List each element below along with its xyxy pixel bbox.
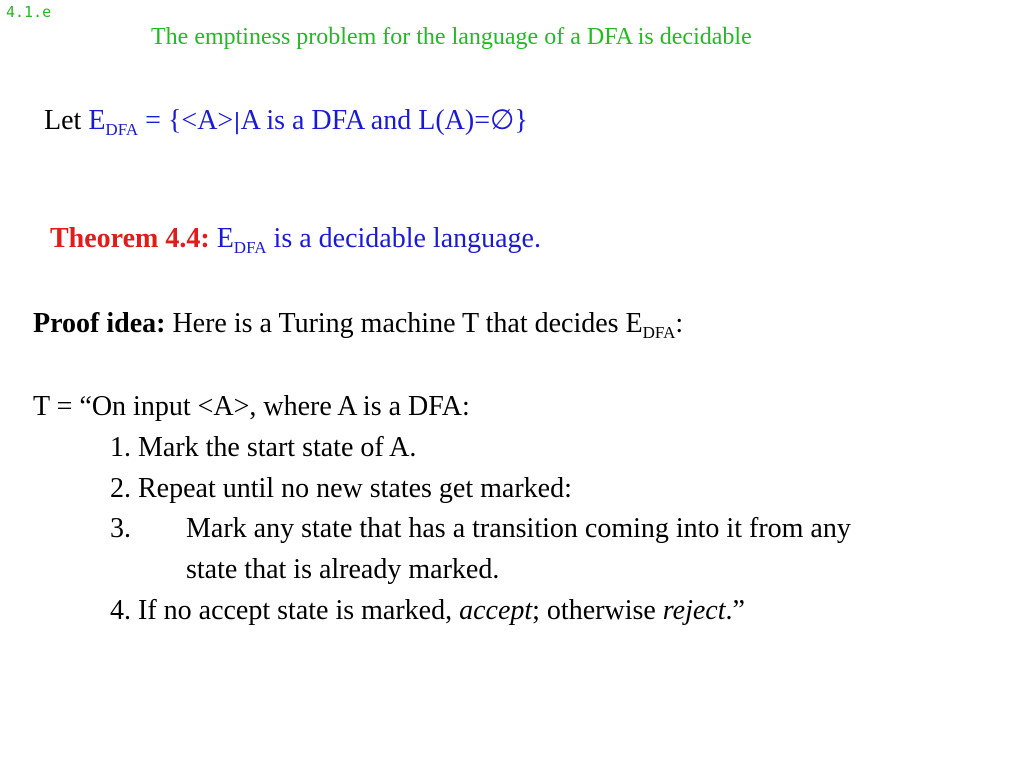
proof-end: : [675, 308, 684, 339]
accept-word: accept [459, 595, 533, 626]
set-separator: | [233, 110, 241, 135]
machine-step-1: 1. Mark the start state of A. [110, 432, 417, 463]
theorem-language-name: E [216, 223, 234, 254]
let-word: Let [44, 105, 82, 136]
reject-word: reject [662, 595, 726, 626]
machine-step-3-line-2: state that is already marked. [186, 554, 500, 585]
machine-step-3-line-1: Mark any state that has a transition coming into it from any [186, 513, 851, 544]
language-name: E [88, 105, 106, 136]
proof-label: Proof idea: [33, 308, 166, 339]
set-open: = {<A> [138, 105, 234, 136]
step-4-prefix: 4. If no accept state is marked, [110, 595, 460, 626]
definition-line [44, 103, 528, 140]
theorem-language-subscript: DFA [233, 237, 267, 257]
machine-step-4 [110, 595, 745, 627]
theorem-statement [216, 223, 541, 257]
theorem-line [50, 223, 541, 258]
slide-title: The emptiness problem for the language of a DFA is decidable [151, 24, 752, 50]
theorem-text: is a decidable language. [266, 223, 541, 254]
theorem-label: Theorem 4.4: [50, 223, 210, 254]
step-4-middle: ; otherwise [532, 595, 663, 626]
machine-step-2: 2. Repeat until no new states get marked: [110, 473, 572, 504]
language-definition [88, 105, 528, 139]
set-condition: A is a DFA and L(A)=∅} [240, 105, 528, 136]
machine-header: T = “On input <A>, where A is a DFA: [33, 391, 470, 422]
proof-idea-line [33, 308, 683, 343]
step-4-suffix: .” [725, 595, 745, 626]
language-subscript: DFA [105, 119, 139, 139]
proof-language-subscript: DFA [642, 322, 676, 342]
machine-step-3-number: 3. [110, 513, 131, 544]
slide-number: 4.1.e [6, 3, 52, 21]
proof-text: Here is a Turing machine T that decides E [165, 308, 643, 339]
